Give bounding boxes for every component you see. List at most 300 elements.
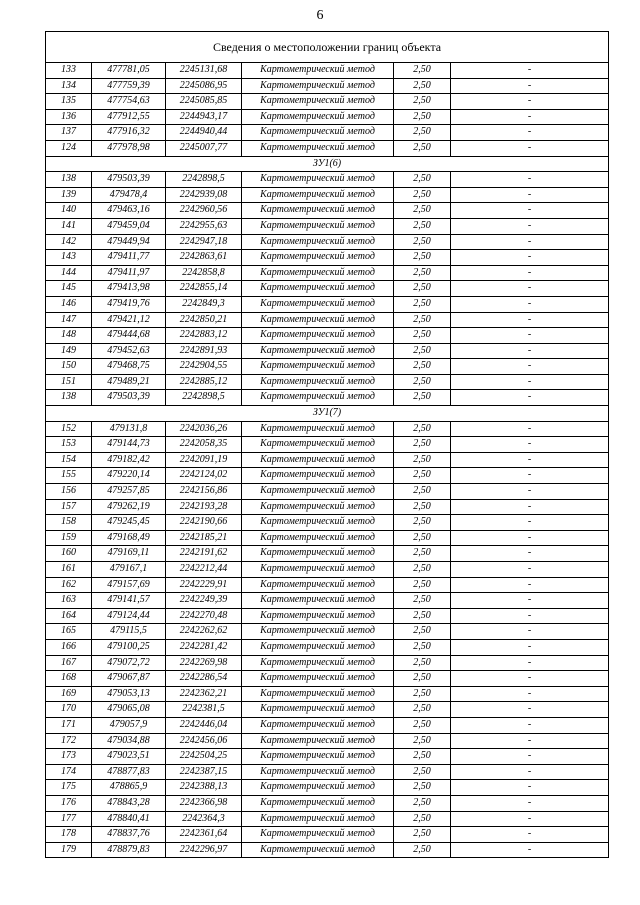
y-coordinate-cell: 2242855,14 — [166, 281, 242, 297]
y-coordinate-cell: 2242185,21 — [166, 530, 242, 546]
accuracy-cell: 2,50 — [394, 827, 451, 843]
point-number-cell: 176 — [46, 795, 92, 811]
description-cell: - — [451, 562, 609, 578]
table-row — [46, 390, 609, 406]
x-coordinate-cell: 477759,39 — [92, 78, 166, 94]
point-number-cell: 136 — [46, 109, 92, 125]
table-row — [46, 78, 609, 94]
x-coordinate-cell: 479452,63 — [92, 343, 166, 359]
x-coordinate-cell: 479167,1 — [92, 562, 166, 578]
method-cell: Картометрический метод — [242, 593, 394, 609]
y-coordinate-cell: 2242190,66 — [166, 515, 242, 531]
method-cell: Картометрический метод — [242, 639, 394, 655]
table-row — [46, 125, 609, 141]
point-number-cell: 159 — [46, 530, 92, 546]
point-number-cell: 138 — [46, 172, 92, 188]
point-number-cell: 174 — [46, 764, 92, 780]
x-coordinate-cell: 479220,14 — [92, 468, 166, 484]
point-number-cell: 139 — [46, 187, 92, 203]
description-cell: - — [451, 281, 609, 297]
method-cell: Картометрический метод — [242, 780, 394, 796]
description-cell: - — [451, 702, 609, 718]
accuracy-cell: 2,50 — [394, 234, 451, 250]
description-cell: - — [451, 608, 609, 624]
table-row — [46, 109, 609, 125]
y-coordinate-cell: 2242249,39 — [166, 593, 242, 609]
x-coordinate-cell: 478879,83 — [92, 842, 166, 858]
table-row — [46, 468, 609, 484]
x-coordinate-cell: 479245,45 — [92, 515, 166, 531]
table-row — [46, 140, 609, 156]
point-number-cell: 158 — [46, 515, 92, 531]
method-cell: Картометрический метод — [242, 328, 394, 344]
accuracy-cell: 2,50 — [394, 624, 451, 640]
description-cell: - — [451, 624, 609, 640]
section-row — [46, 156, 609, 172]
table-row — [46, 530, 609, 546]
x-coordinate-cell: 477781,05 — [92, 63, 166, 79]
table-row — [46, 63, 609, 79]
y-coordinate-cell: 2245086,95 — [166, 78, 242, 94]
point-number-cell: 154 — [46, 452, 92, 468]
description-cell: - — [451, 499, 609, 515]
point-number-cell: 142 — [46, 234, 92, 250]
point-number-cell: 134 — [46, 78, 92, 94]
accuracy-cell: 2,50 — [394, 655, 451, 671]
point-number-cell: 143 — [46, 250, 92, 266]
accuracy-cell: 2,50 — [394, 608, 451, 624]
y-coordinate-cell: 2242362,21 — [166, 686, 242, 702]
accuracy-cell: 2,50 — [394, 421, 451, 437]
description-cell: - — [451, 577, 609, 593]
y-coordinate-cell: 2242193,28 — [166, 499, 242, 515]
y-coordinate-cell: 2242212,44 — [166, 562, 242, 578]
method-cell: Картометрический метод — [242, 390, 394, 406]
point-number-cell: 168 — [46, 671, 92, 687]
y-coordinate-cell: 2242960,56 — [166, 203, 242, 219]
x-coordinate-cell: 478843,28 — [92, 795, 166, 811]
y-coordinate-cell: 2245007,77 — [166, 140, 242, 156]
x-coordinate-cell: 479489,21 — [92, 374, 166, 390]
x-coordinate-cell: 477754,63 — [92, 94, 166, 110]
table-row — [46, 437, 609, 453]
x-coordinate-cell: 479478,4 — [92, 187, 166, 203]
y-coordinate-cell: 2242504,25 — [166, 749, 242, 765]
accuracy-cell: 2,50 — [394, 717, 451, 733]
table-row — [46, 515, 609, 531]
accuracy-cell: 2,50 — [394, 343, 451, 359]
accuracy-cell: 2,50 — [394, 499, 451, 515]
accuracy-cell: 2,50 — [394, 562, 451, 578]
page-number: 6 — [316, 8, 324, 23]
accuracy-cell: 2,50 — [394, 452, 451, 468]
table-row — [46, 671, 609, 687]
method-cell: Картометрический метод — [242, 452, 394, 468]
point-number-cell: 150 — [46, 359, 92, 375]
description-cell: - — [451, 203, 609, 219]
y-coordinate-cell: 2242270,48 — [166, 608, 242, 624]
x-coordinate-cell: 478840,41 — [92, 811, 166, 827]
point-number-cell: 124 — [46, 140, 92, 156]
x-coordinate-cell: 479444,68 — [92, 328, 166, 344]
method-cell: Картометрический метод — [242, 499, 394, 515]
method-cell: Картометрический метод — [242, 827, 394, 843]
description-cell: - — [451, 328, 609, 344]
table-row — [46, 94, 609, 110]
x-coordinate-cell: 479411,97 — [92, 265, 166, 281]
y-coordinate-cell: 2242885,12 — [166, 374, 242, 390]
accuracy-cell: 2,50 — [394, 764, 451, 780]
accuracy-cell: 2,50 — [394, 780, 451, 796]
point-number-cell: 171 — [46, 717, 92, 733]
description-cell: - — [451, 109, 609, 125]
x-coordinate-cell: 479262,19 — [92, 499, 166, 515]
x-coordinate-cell: 479065,08 — [92, 702, 166, 718]
accuracy-cell: 2,50 — [394, 671, 451, 687]
description-cell: - — [451, 63, 609, 79]
accuracy-cell: 2,50 — [394, 140, 451, 156]
table-title-row — [46, 32, 609, 63]
method-cell: Картометрический метод — [242, 125, 394, 141]
description-cell: - — [451, 390, 609, 406]
accuracy-cell: 2,50 — [394, 795, 451, 811]
table-row — [46, 234, 609, 250]
y-coordinate-cell: 2242955,63 — [166, 218, 242, 234]
y-coordinate-cell: 2242898,5 — [166, 172, 242, 188]
table-row — [46, 733, 609, 749]
point-number-cell: 167 — [46, 655, 92, 671]
table-row — [46, 218, 609, 234]
method-cell: Картометрический метод — [242, 686, 394, 702]
point-number-cell: 160 — [46, 546, 92, 562]
y-coordinate-cell: 2242387,15 — [166, 764, 242, 780]
accuracy-cell: 2,50 — [394, 359, 451, 375]
y-coordinate-cell: 2242947,18 — [166, 234, 242, 250]
point-number-cell: 133 — [46, 63, 92, 79]
table-row — [46, 702, 609, 718]
description-cell: - — [451, 811, 609, 827]
method-cell: Картометрический метод — [242, 671, 394, 687]
x-coordinate-cell: 479124,44 — [92, 608, 166, 624]
accuracy-cell: 2,50 — [394, 437, 451, 453]
x-coordinate-cell: 477912,55 — [92, 109, 166, 125]
y-coordinate-cell: 2242858,8 — [166, 265, 242, 281]
description-cell: - — [451, 484, 609, 500]
point-number-cell: 165 — [46, 624, 92, 640]
description-cell: - — [451, 842, 609, 858]
y-coordinate-cell: 2245085,85 — [166, 94, 242, 110]
x-coordinate-cell: 478865,9 — [92, 780, 166, 796]
y-coordinate-cell: 2242366,98 — [166, 795, 242, 811]
description-cell: - — [451, 140, 609, 156]
description-cell: - — [451, 94, 609, 110]
point-number-cell: 163 — [46, 593, 92, 609]
table-row — [46, 655, 609, 671]
x-coordinate-cell: 477978,98 — [92, 140, 166, 156]
x-coordinate-cell: 479131,8 — [92, 421, 166, 437]
accuracy-cell: 2,50 — [394, 546, 451, 562]
description-cell: - — [451, 265, 609, 281]
x-coordinate-cell: 479503,39 — [92, 390, 166, 406]
description-cell: - — [451, 250, 609, 266]
table-row — [46, 608, 609, 624]
table-row — [46, 624, 609, 640]
table-row — [46, 250, 609, 266]
accuracy-cell: 2,50 — [394, 686, 451, 702]
point-number-cell: 162 — [46, 577, 92, 593]
method-cell: Картометрический метод — [242, 250, 394, 266]
table-row — [46, 187, 609, 203]
method-cell: Картометрический метод — [242, 484, 394, 500]
description-cell: - — [451, 639, 609, 655]
method-cell: Картометрический метод — [242, 312, 394, 328]
method-cell: Картометрический метод — [242, 374, 394, 390]
table-row — [46, 593, 609, 609]
accuracy-cell: 2,50 — [394, 109, 451, 125]
method-cell: Картометрический метод — [242, 437, 394, 453]
y-coordinate-cell: 2242883,12 — [166, 328, 242, 344]
accuracy-cell: 2,50 — [394, 203, 451, 219]
y-coordinate-cell: 2242036,26 — [166, 421, 242, 437]
x-coordinate-cell: 479169,11 — [92, 546, 166, 562]
description-cell: - — [451, 296, 609, 312]
method-cell: Картометрический метод — [242, 296, 394, 312]
method-cell: Картометрический метод — [242, 702, 394, 718]
table-row — [46, 421, 609, 437]
description-cell: - — [451, 717, 609, 733]
x-coordinate-cell: 479100,25 — [92, 639, 166, 655]
y-coordinate-cell: 2242898,5 — [166, 390, 242, 406]
x-coordinate-cell: 479144,73 — [92, 437, 166, 453]
x-coordinate-cell: 479503,39 — [92, 172, 166, 188]
point-number-cell: 170 — [46, 702, 92, 718]
y-coordinate-cell: 2242456,06 — [166, 733, 242, 749]
table-row — [46, 499, 609, 515]
table-row — [46, 328, 609, 344]
y-coordinate-cell: 2242850,21 — [166, 312, 242, 328]
y-coordinate-cell: 2242446,04 — [166, 717, 242, 733]
table-row — [46, 343, 609, 359]
method-cell: Картометрический метод — [242, 234, 394, 250]
accuracy-cell: 2,50 — [394, 577, 451, 593]
x-coordinate-cell: 479182,42 — [92, 452, 166, 468]
point-number-cell: 141 — [46, 218, 92, 234]
description-cell: - — [451, 125, 609, 141]
accuracy-cell: 2,50 — [394, 78, 451, 94]
method-cell: Картометрический метод — [242, 343, 394, 359]
table-title: Сведения о местоположении границ объекта — [46, 32, 609, 63]
accuracy-cell: 2,50 — [394, 63, 451, 79]
table-row — [46, 265, 609, 281]
table-row — [46, 577, 609, 593]
description-cell: - — [451, 452, 609, 468]
boundary-table — [45, 31, 609, 858]
x-coordinate-cell: 479411,77 — [92, 250, 166, 266]
point-number-cell: 155 — [46, 468, 92, 484]
description-cell: - — [451, 749, 609, 765]
description-cell: - — [451, 671, 609, 687]
point-number-cell: 169 — [46, 686, 92, 702]
accuracy-cell: 2,50 — [394, 749, 451, 765]
method-cell: Картометрический метод — [242, 78, 394, 94]
point-number-cell: 151 — [46, 374, 92, 390]
method-cell: Картометрический метод — [242, 733, 394, 749]
section-row — [46, 406, 609, 422]
point-number-cell: 137 — [46, 125, 92, 141]
x-coordinate-cell: 479419,76 — [92, 296, 166, 312]
description-cell: - — [451, 655, 609, 671]
y-coordinate-cell: 2242364,3 — [166, 811, 242, 827]
y-coordinate-cell: 2242904,55 — [166, 359, 242, 375]
table-row — [46, 811, 609, 827]
point-number-cell: 144 — [46, 265, 92, 281]
description-cell: - — [451, 359, 609, 375]
point-number-cell: 149 — [46, 343, 92, 359]
accuracy-cell: 2,50 — [394, 530, 451, 546]
point-number-cell: 178 — [46, 827, 92, 843]
accuracy-cell: 2,50 — [394, 702, 451, 718]
y-coordinate-cell: 2245131,68 — [166, 63, 242, 79]
accuracy-cell: 2,50 — [394, 328, 451, 344]
table-row — [46, 780, 609, 796]
method-cell: Картометрический метод — [242, 359, 394, 375]
accuracy-cell: 2,50 — [394, 811, 451, 827]
y-coordinate-cell: 2242191,62 — [166, 546, 242, 562]
method-cell: Картометрический метод — [242, 515, 394, 531]
table-row — [46, 203, 609, 219]
description-cell: - — [451, 593, 609, 609]
table-row — [46, 546, 609, 562]
method-cell: Картометрический метод — [242, 577, 394, 593]
method-cell: Картометрический метод — [242, 265, 394, 281]
method-cell: Картометрический метод — [242, 218, 394, 234]
y-coordinate-cell: 2242281,42 — [166, 639, 242, 655]
x-coordinate-cell: 479257,85 — [92, 484, 166, 500]
table-row — [46, 374, 609, 390]
method-cell: Картометрический метод — [242, 140, 394, 156]
x-coordinate-cell: 479115,5 — [92, 624, 166, 640]
point-number-cell: 166 — [46, 639, 92, 655]
accuracy-cell: 2,50 — [394, 172, 451, 188]
method-cell: Картометрический метод — [242, 562, 394, 578]
method-cell: Картометрический метод — [242, 624, 394, 640]
description-cell: - — [451, 374, 609, 390]
x-coordinate-cell: 479141,57 — [92, 593, 166, 609]
description-cell: - — [451, 172, 609, 188]
y-coordinate-cell: 2242361,64 — [166, 827, 242, 843]
x-coordinate-cell: 479413,98 — [92, 281, 166, 297]
description-cell: - — [451, 421, 609, 437]
accuracy-cell: 2,50 — [394, 250, 451, 266]
accuracy-cell: 2,50 — [394, 390, 451, 406]
description-cell: - — [451, 764, 609, 780]
description-cell: - — [451, 733, 609, 749]
x-coordinate-cell: 479023,51 — [92, 749, 166, 765]
table-row — [46, 686, 609, 702]
point-number-cell: 156 — [46, 484, 92, 500]
point-number-cell: 140 — [46, 203, 92, 219]
point-number-cell: 145 — [46, 281, 92, 297]
method-cell: Картометрический метод — [242, 281, 394, 297]
table-row — [46, 639, 609, 655]
y-coordinate-cell: 2244943,17 — [166, 109, 242, 125]
point-number-cell: 164 — [46, 608, 92, 624]
table-row — [46, 281, 609, 297]
accuracy-cell: 2,50 — [394, 125, 451, 141]
description-cell: - — [451, 795, 609, 811]
x-coordinate-cell: 479459,04 — [92, 218, 166, 234]
table-row — [46, 296, 609, 312]
accuracy-cell: 2,50 — [394, 515, 451, 531]
x-coordinate-cell: 478877,83 — [92, 764, 166, 780]
section-label: ЗУ1(6) — [46, 156, 609, 172]
table-row — [46, 842, 609, 858]
x-coordinate-cell: 479034,88 — [92, 733, 166, 749]
description-cell: - — [451, 343, 609, 359]
y-coordinate-cell: 2244940,44 — [166, 125, 242, 141]
accuracy-cell: 2,50 — [394, 312, 451, 328]
description-cell: - — [451, 780, 609, 796]
description-cell: - — [451, 515, 609, 531]
accuracy-cell: 2,50 — [394, 593, 451, 609]
x-coordinate-cell: 479421,12 — [92, 312, 166, 328]
table-row — [46, 452, 609, 468]
y-coordinate-cell: 2242058,35 — [166, 437, 242, 453]
description-cell: - — [451, 312, 609, 328]
method-cell: Картометрический метод — [242, 109, 394, 125]
method-cell: Картометрический метод — [242, 717, 394, 733]
description-cell: - — [451, 218, 609, 234]
x-coordinate-cell: 479053,13 — [92, 686, 166, 702]
method-cell: Картометрический метод — [242, 655, 394, 671]
table-row — [46, 312, 609, 328]
table-row — [46, 562, 609, 578]
table-row — [46, 717, 609, 733]
table-row — [46, 795, 609, 811]
accuracy-cell: 2,50 — [394, 374, 451, 390]
description-cell: - — [451, 78, 609, 94]
point-number-cell: 148 — [46, 328, 92, 344]
description-cell: - — [451, 530, 609, 546]
x-coordinate-cell: 479072,72 — [92, 655, 166, 671]
method-cell: Картометрический метод — [242, 468, 394, 484]
x-coordinate-cell: 478837,76 — [92, 827, 166, 843]
table-row — [46, 764, 609, 780]
point-number-cell: 152 — [46, 421, 92, 437]
method-cell: Картометрический метод — [242, 203, 394, 219]
method-cell: Картометрический метод — [242, 421, 394, 437]
method-cell: Картометрический метод — [242, 94, 394, 110]
x-coordinate-cell: 479468,75 — [92, 359, 166, 375]
accuracy-cell: 2,50 — [394, 281, 451, 297]
y-coordinate-cell: 2242156,86 — [166, 484, 242, 500]
accuracy-cell: 2,50 — [394, 296, 451, 312]
y-coordinate-cell: 2242849,3 — [166, 296, 242, 312]
method-cell: Картометрический метод — [242, 842, 394, 858]
accuracy-cell: 2,50 — [394, 187, 451, 203]
method-cell: Картометрический метод — [242, 546, 394, 562]
boundary-sheet — [45, 31, 608, 858]
accuracy-cell: 2,50 — [394, 468, 451, 484]
method-cell: Картометрический метод — [242, 172, 394, 188]
method-cell: Картометрический метод — [242, 749, 394, 765]
table-row — [46, 827, 609, 843]
y-coordinate-cell: 2242286,54 — [166, 671, 242, 687]
point-number-cell: 157 — [46, 499, 92, 515]
x-coordinate-cell: 479157,69 — [92, 577, 166, 593]
point-number-cell: 153 — [46, 437, 92, 453]
accuracy-cell: 2,50 — [394, 842, 451, 858]
